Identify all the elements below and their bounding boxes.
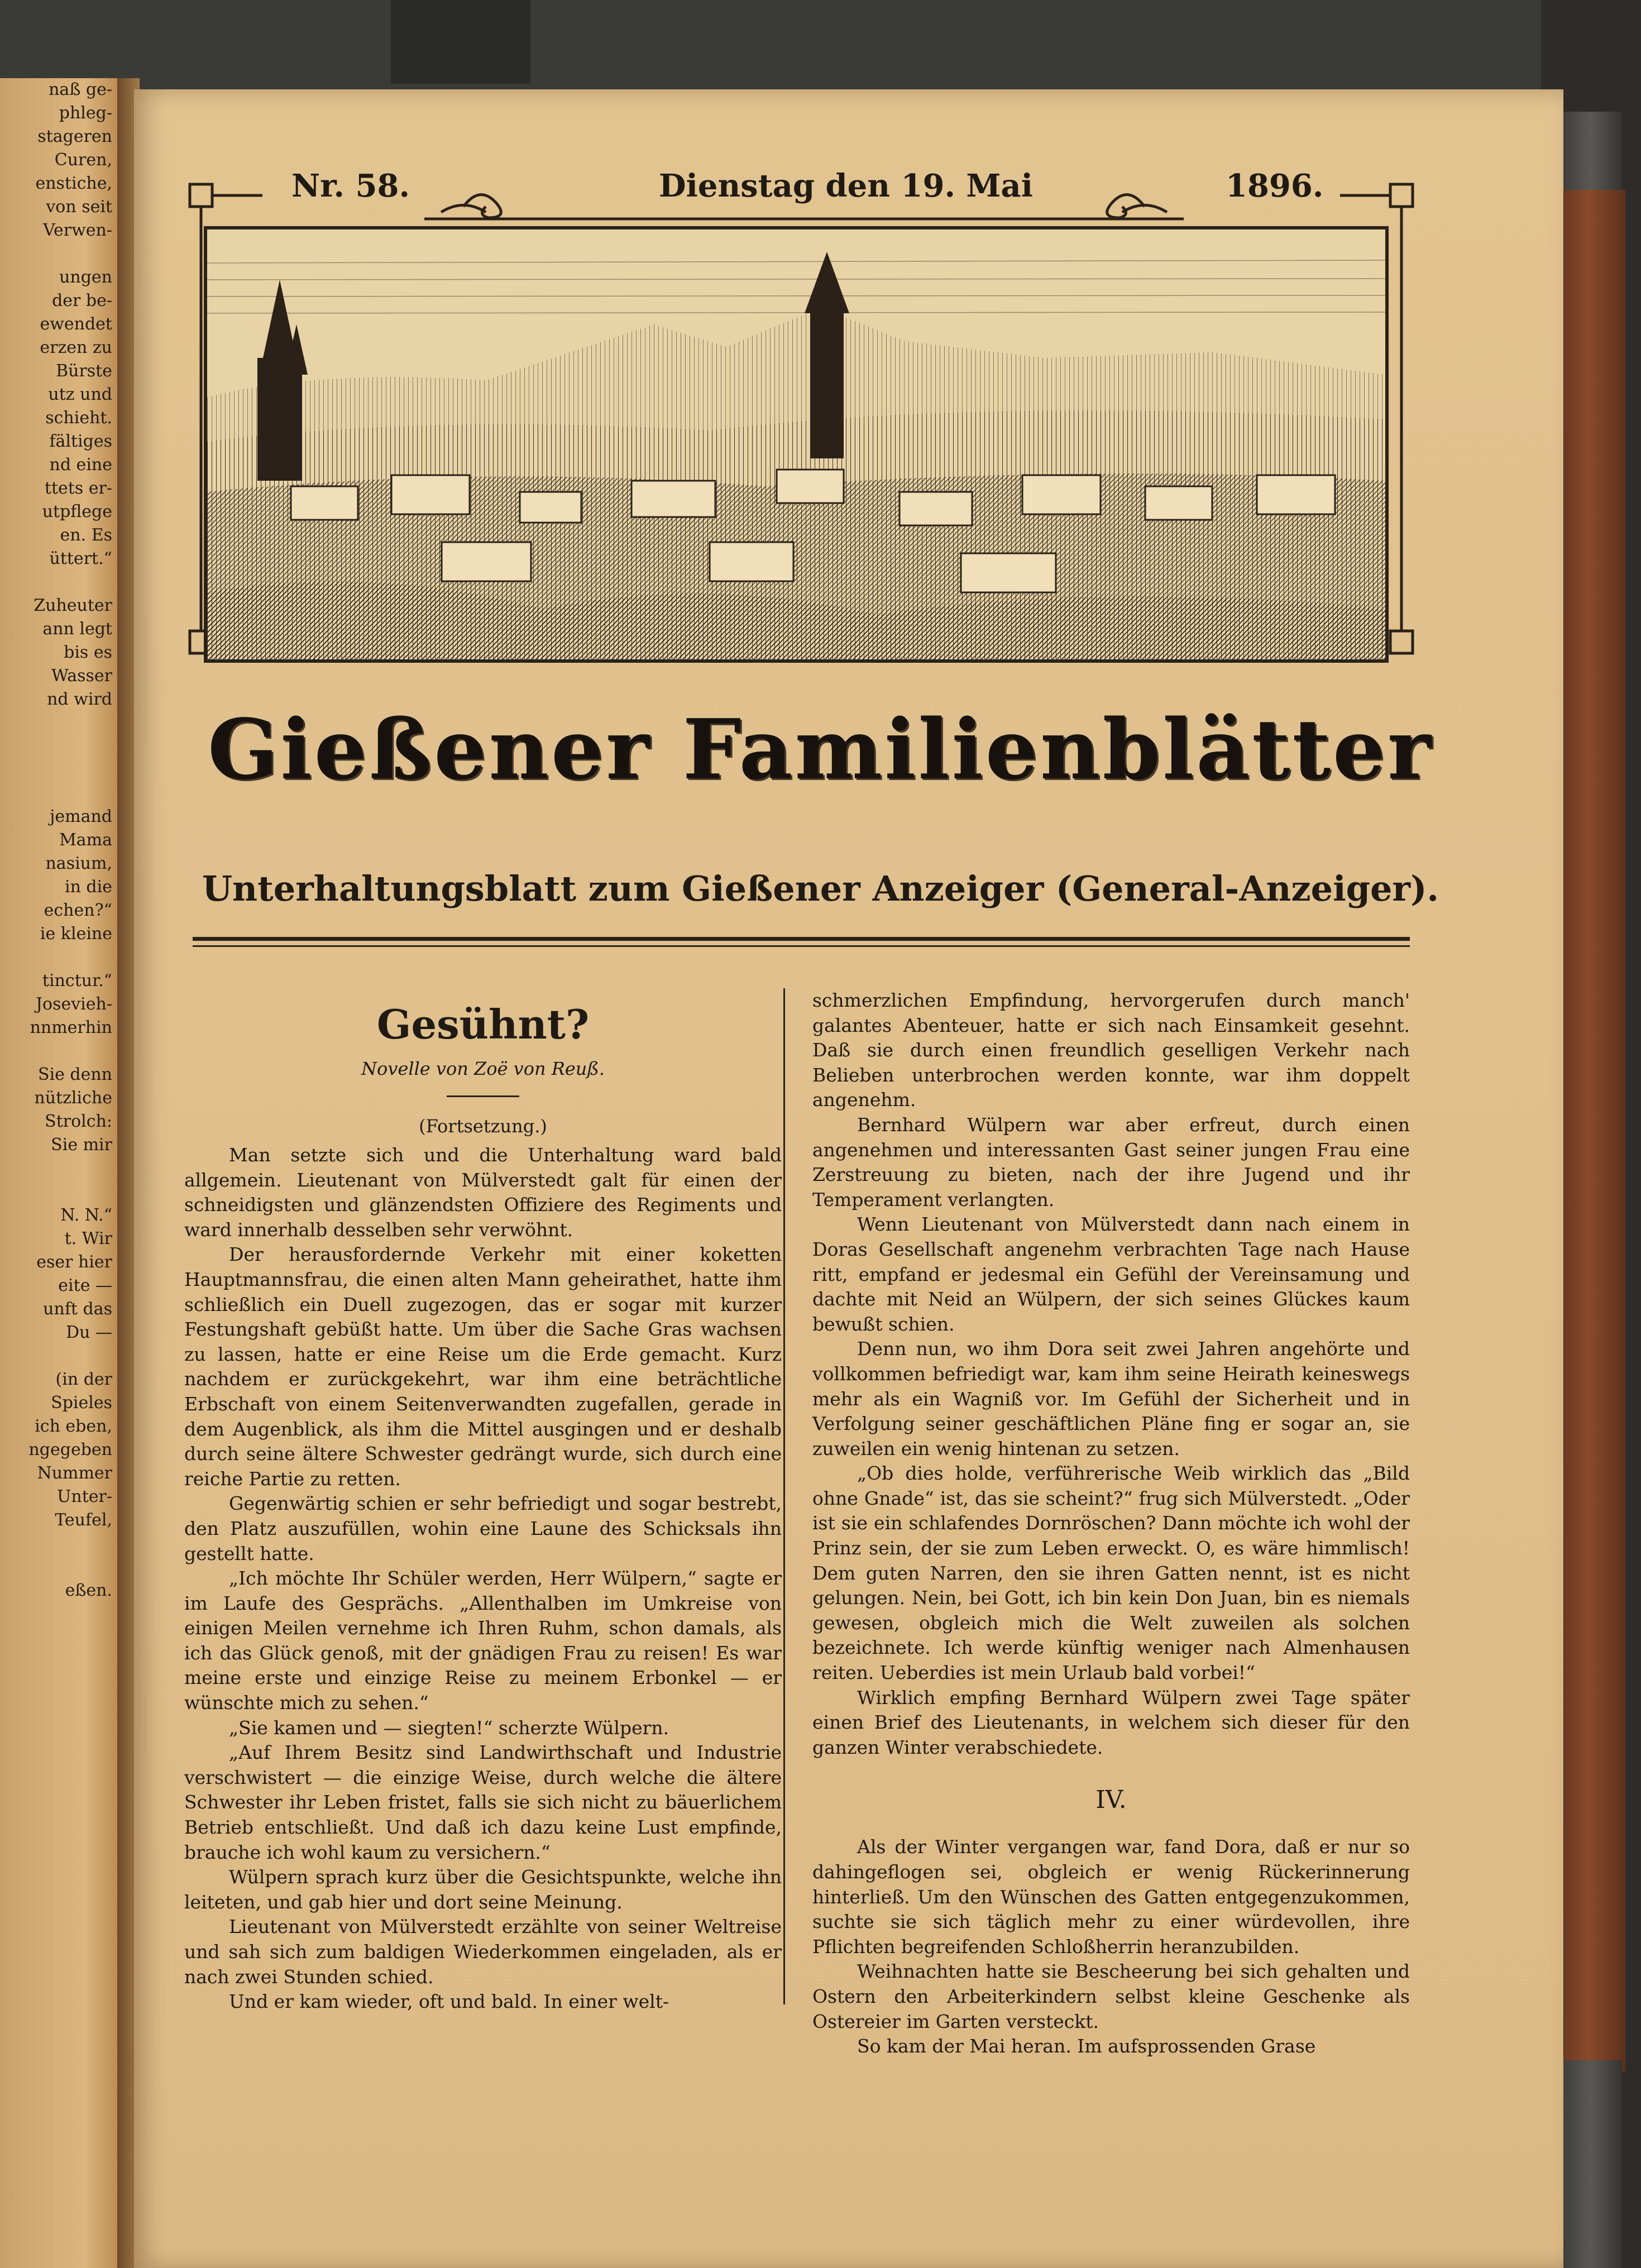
continued-note: (Fortsetzung.): [419, 1116, 547, 1137]
rule-thick: [193, 937, 1410, 941]
paragraph: Als der Winter vergangen war, fand Dora, daß er nur so dahingeflogen sei, obgleich er wenig Rückerinnerung hinterließ. Um den Wünschen des Gatten entgegenzukommen, suchte sie sich täglich mehr zu einer würdevollen, ihre Pflichten begreifenden Schloßherrin heranzubilden.: [812, 1836, 1410, 1958]
left-page-line: nd eine: [49, 455, 112, 475]
left-page-line: eite —: [58, 1276, 112, 1295]
left-page-line: [1, 946, 112, 969]
corner-frame-icon: [1390, 184, 1413, 207]
left-page-line: ngegeben: [28, 1440, 112, 1460]
paragraph: So kam der Mai heran. Im aufsprossenden Grase: [857, 2035, 1316, 2058]
left-page-line: der be-: [52, 291, 112, 310]
left-page-line: nd wird: [47, 690, 112, 709]
rule-thin: [193, 945, 1410, 947]
town-illustration: [207, 229, 1385, 659]
left-page-line: Verwen-: [43, 221, 112, 240]
left-page-line: phleg-: [59, 103, 112, 123]
left-page-line: von seit: [46, 197, 112, 217]
left-page-line: utz und: [48, 385, 112, 404]
paragraph: Der herausfordernde Verkehr mit einer koketten Hauptmannsfrau, die einen alten Mann geheirathet, hatte ihm schließlich ein Duell zugezogen, das er sogar mit kurzer Festungshaft gebüßt hatte. Um über die Sache Gras wachsen zu lassen, hatte er eine Reise um die Erde gemacht. Kurz nachdem er zurückgekehrt, war ihm eine beträchtliche Erbschaft von einem Seitenverwandten zugefallen, gerade in dem Augenblick, als ihm die Mittel ausgingen und er deshalb durch seine ältere Schwester gedrängt wurde, sich durch eine reiche Partie zu retten.: [184, 1243, 782, 1490]
left-page-line: N. N.“: [60, 1205, 112, 1225]
paragraph: „Ich möchte Ihr Schüler werden, Herr Wülpern,“ sagte er im Laufe des Gesprächs. „Allenthalben im Umkreise von einigen Meilen vernehme ich Ihren Ruhm, schon damals, als ich das Glück genoß, mit der gnädigen Frau zu reisen! Es war meine erste und einzige Reise zu meinem Erbonkel — er wünschte mich zu sehen.“: [184, 1567, 782, 1714]
left-page-line: Spieles: [51, 1393, 112, 1413]
left-page-line: [1, 1532, 112, 1556]
section-number: IV.: [1095, 1786, 1127, 1815]
left-page-line: bis es: [64, 643, 112, 662]
left-page-line: [1, 1040, 112, 1063]
byline-rule: [447, 1095, 519, 1097]
left-page-line: nasium,: [45, 854, 112, 873]
left-page-fragments: [1, 78, 112, 1602]
left-page: [0, 78, 120, 2268]
paragraph: Und er kam wieder, oft und bald. In einer welt-: [229, 1991, 669, 2013]
left-page-line: utpflege: [42, 502, 112, 521]
left-page-line: naß ge-: [49, 80, 112, 99]
left-page-line: Bürste: [56, 361, 112, 381]
left-page-line: [1, 242, 112, 266]
left-page-line: Zuheuter: [34, 596, 112, 615]
paragraph: „Ob dies holde, verführerische Weib wirklich das „Bild ohne Gnade“ ist, das sie scheint?“ frug sich Mülverstedt. „Oder ist sie ein schlafendes Dornröschen? Dann möchte ich wohl der Prinz sein, der sie zum Leben erweckt. O, es wäre himmlisch! Dem guten Narren, den sie ihren Gatten nennt, ist es nicht gelungen. Nein, bei Gott, ich bin kein Don Juan, bin es niemals gewesen, obgleich mich die Welt zuweilen als solchen bezeichnete. Ich werde künftig weniger nach Almenhausen reiten. Ueberdies ist mein Urlaub bald vorbei!“: [812, 1462, 1410, 1684]
left-page-line: [1, 1556, 112, 1579]
left-page-line: ttets er-: [44, 479, 112, 498]
paragraph: schmerzlichen Empfindung, hervorgerufen durch manch' galantes Abenteuer, hatte er sich nach Einsamkeit gesehnt. Daß sie durch einen freundlich geselligen Verkehr nach Belieben unterbrochen werden konnte, war ihm doppelt angenehm.: [812, 989, 1410, 1111]
left-page-line: ungen: [59, 267, 112, 287]
column-right: [812, 988, 1410, 2059]
left-page-line: tinctur.“: [42, 971, 112, 991]
left-page-line: en. Es: [60, 525, 112, 545]
paragraph: Wirklich empfing Bernhard Wülpern zwei Tage später einen Brief des Lieutenants, in welchem sich dieser für den ganzen Winter verabschiedete.: [812, 1686, 1410, 1758]
story-byline: Novelle von Zoë von Reuß.: [361, 1058, 605, 1079]
paragraph: Bernhard Wülpern war aber erfreut, durch einen angenehmen und interessanten Gast seiner jungen Frau eine Zerstreuung zu bieten, nach der ihre Jugend und ihr Temperament verlangten.: [812, 1113, 1410, 1210]
left-page-line: [1, 1157, 112, 1180]
binding-top: [1561, 112, 1622, 195]
binding-bottom: [1561, 2060, 1622, 2268]
left-page-line: Sie mir: [51, 1135, 112, 1155]
left-page-line: (in der: [55, 1370, 112, 1389]
left-page-line: Curen,: [54, 150, 112, 170]
tape-strip: [391, 0, 530, 84]
left-page-line: nnmerhin: [30, 1018, 112, 1037]
left-page-line: t. Wir: [64, 1229, 112, 1248]
left-page-line: Unter-: [57, 1487, 112, 1506]
left-page-line: ewendet: [40, 314, 112, 334]
paragraph: Wenn Lieutenant von Mülverstedt dann nach einem in Doras Gesellschaft angenehm verbrachten Tage nach Hause ritt, empfand er jedesmal ein Gefühl der Vereinsamung und dachte mit Neid an Wülpern, der sich seines Glückes kaum bewußt schien.: [812, 1213, 1410, 1335]
left-page-line: eser hier: [36, 1252, 112, 1272]
left-page-line: unft das: [43, 1299, 112, 1319]
issue-number: Nr. 58.: [291, 168, 410, 204]
left-page-line: ich eben,: [35, 1417, 112, 1436]
left-page-line: Sie denn: [37, 1065, 112, 1084]
left-page-line: Wasser: [51, 666, 112, 686]
paragraph: Wülpern sprach kurz über die Gesichtspunkte, welche ihn leiteten, und gab hier und dort seine Meinung.: [184, 1866, 782, 1913]
book-spine: [1561, 190, 1625, 2071]
newspaper-subtitle: Unterhaltungsblatt zum Gießener Anzeiger (General-Anzeiger).: [202, 868, 1439, 909]
left-page-line: Teufel,: [55, 1510, 112, 1530]
left-page-line: [1, 1180, 112, 1204]
left-page-line: [1, 571, 112, 594]
left-page-line: ann legt: [42, 619, 112, 639]
column-left: [184, 988, 782, 2015]
newspaper-title: Gießener Familienblätter: [207, 701, 1434, 798]
left-page-line: nützliche: [34, 1088, 112, 1108]
left-page-line: schieht.: [45, 408, 112, 428]
left-page-line: stageren: [37, 127, 112, 146]
left-page-line: enstiche,: [35, 174, 112, 193]
left-page-line: jemand: [50, 807, 112, 826]
issue-date: Dienstag den 19. Mai: [659, 168, 1033, 204]
left-page-line: Nummer: [37, 1463, 112, 1483]
left-page-line: in die: [64, 877, 112, 897]
column-divider: [783, 988, 785, 2004]
left-page-line: ie kleine: [40, 924, 112, 944]
paragraph: Lieutenant von Mülverstedt erzählte von seiner Weltreise und sah sich zum baldigen Wiederkommen eingeladen, als er nach zwei Stunden schied.: [184, 1916, 782, 1988]
left-page-line: üttert.“: [49, 549, 112, 568]
left-page-line: Du —: [66, 1323, 112, 1342]
paragraph: „Sie kamen und — siegten!“ scherzte Wülpern.: [229, 1716, 669, 1739]
paragraph: Man setzte sich und die Unterhaltung ward bald allgemein. Lieutenant von Mülverstedt galt für einen der schneidigsten und glänzendsten Offiziere des Regiments und ward innerhalb desselben sehr verwöhnt.: [184, 1144, 782, 1241]
paragraph: Denn nun, wo ihm Dora seit zwei Jahren angehörte und vollkommen befriedigt war, kam ihm seine Heirath keineswegs mehr als ein Wagniß vor. Im Gefühl der Sicherheit und in Verfolgung seiner geschäftlichen Pläne fing er sogar an, sie zuweilen ein wenig hintenan zu setzen.: [812, 1338, 1410, 1460]
town-engraving: [204, 226, 1389, 663]
left-page-line: fältiges: [49, 432, 112, 451]
story-title: Gesühnt?: [376, 1001, 590, 1048]
paragraph: Weihnachten hatte sie Bescheerung bei sich gehalten und Ostern den Arbeiterkindern selbst kleine Geschenke als Ostereier im Garten versteckt.: [812, 1960, 1410, 2032]
corner-frame-icon: [190, 184, 212, 207]
left-page-line: erzen zu: [40, 338, 112, 357]
issue-year: 1896.: [1226, 168, 1324, 204]
left-page-line: [1, 1344, 112, 1368]
paragraph: Gegenwärtig schien er sehr befriedigt und sogar bestrebt, den Platz auszufüllen, wohin eine Laune des Schicksals ihn gestellt hatte.: [184, 1492, 782, 1564]
left-page-line: Mama: [59, 830, 112, 850]
left-page-line: echen?“: [44, 901, 112, 920]
corner-frame-icon: [1390, 631, 1413, 653]
left-page-line: Josevieh-: [36, 994, 112, 1014]
left-page-line: Strolch:: [45, 1112, 112, 1131]
left-page-line: eßen.: [65, 1581, 112, 1600]
paragraph: „Auf Ihrem Besitz sind Landwirthschaft und Industrie verschwistert — die einzige Weise, durch welche die ältere Schwester ihr Leben fristet, falls sie sich nicht zu bäuerlichem Betrieb entschließt. Und daß ich dazu keine Lust empfinde, brauche ich wohl kaum zu versichern.“: [184, 1741, 782, 1863]
